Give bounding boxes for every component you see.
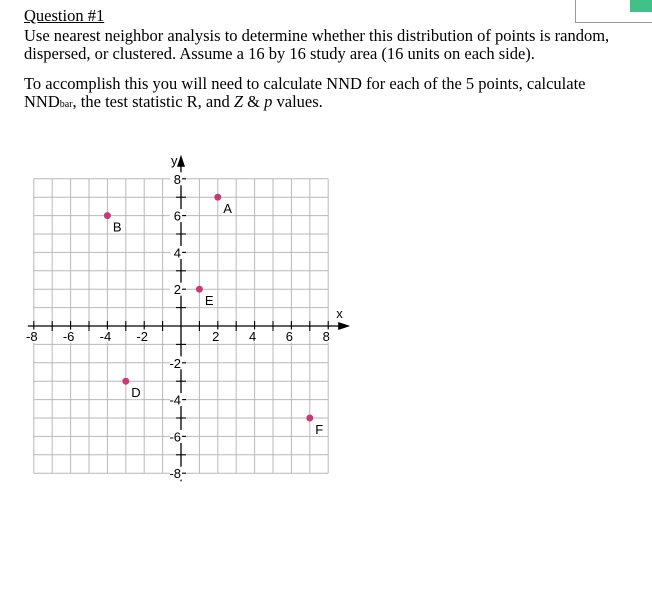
y-tick-label: 2 xyxy=(173,282,181,298)
y-axis-arrow xyxy=(177,155,185,167)
question-line-4-b: , the test statistic R, and xyxy=(72,92,234,111)
data-points xyxy=(104,194,327,437)
y-tick-label: -2 xyxy=(169,355,181,371)
point-b xyxy=(104,212,111,219)
point-d xyxy=(122,378,129,385)
p-symbol: p xyxy=(264,92,273,111)
x-tick-label: 2 xyxy=(212,329,220,344)
x-tick-label: -4 xyxy=(99,329,112,344)
x-axis-label: x xyxy=(336,306,343,321)
point-label-f: F xyxy=(315,422,324,437)
point-e xyxy=(196,286,203,293)
question-line-3: To accomplish this you will need to calculate NND for each of the 5 points, calculate xyxy=(24,74,586,93)
x-tick-label: -2 xyxy=(136,329,148,344)
x-tick-label: -6 xyxy=(62,329,75,344)
x-axis-arrow xyxy=(338,322,350,330)
y-tick-label: 4 xyxy=(173,245,181,261)
question-title: Question #1 xyxy=(24,6,105,25)
y-tick-label: 8 xyxy=(173,171,181,187)
y-tick-label: -6 xyxy=(169,429,181,445)
x-tick-label: 8 xyxy=(322,329,330,344)
question-line-4-d: values. xyxy=(272,92,323,111)
x-tick-label: -8 xyxy=(26,329,38,344)
x-tick-label: 6 xyxy=(285,329,294,344)
point-label-e: E xyxy=(204,293,214,309)
x-tick-label: 4 xyxy=(248,329,257,344)
question-line-1: Use nearest neighbor analysis to determine whether this distribution of points is random, xyxy=(24,26,610,45)
point-f xyxy=(306,415,313,422)
z-symbol: Z xyxy=(233,92,244,111)
y-tick-label: -4 xyxy=(169,392,181,408)
question-line-2: dispersed, or clustered. Assume a 16 by 16 study area (16 units on each side). xyxy=(24,44,535,63)
point-label-b: B xyxy=(112,219,122,235)
y-tick-label: -8 xyxy=(169,466,181,482)
nnd-subscript: bar xyxy=(59,99,73,110)
y-tick-label: 6 xyxy=(173,208,181,224)
y-axis-label: y xyxy=(171,152,178,168)
question-line-4-c: & xyxy=(243,92,265,111)
point-a xyxy=(214,194,221,201)
point-label-d: D xyxy=(131,385,141,401)
axes xyxy=(28,153,350,481)
nnd-label: NND xyxy=(24,92,60,111)
point-label-a: A xyxy=(223,201,232,217)
